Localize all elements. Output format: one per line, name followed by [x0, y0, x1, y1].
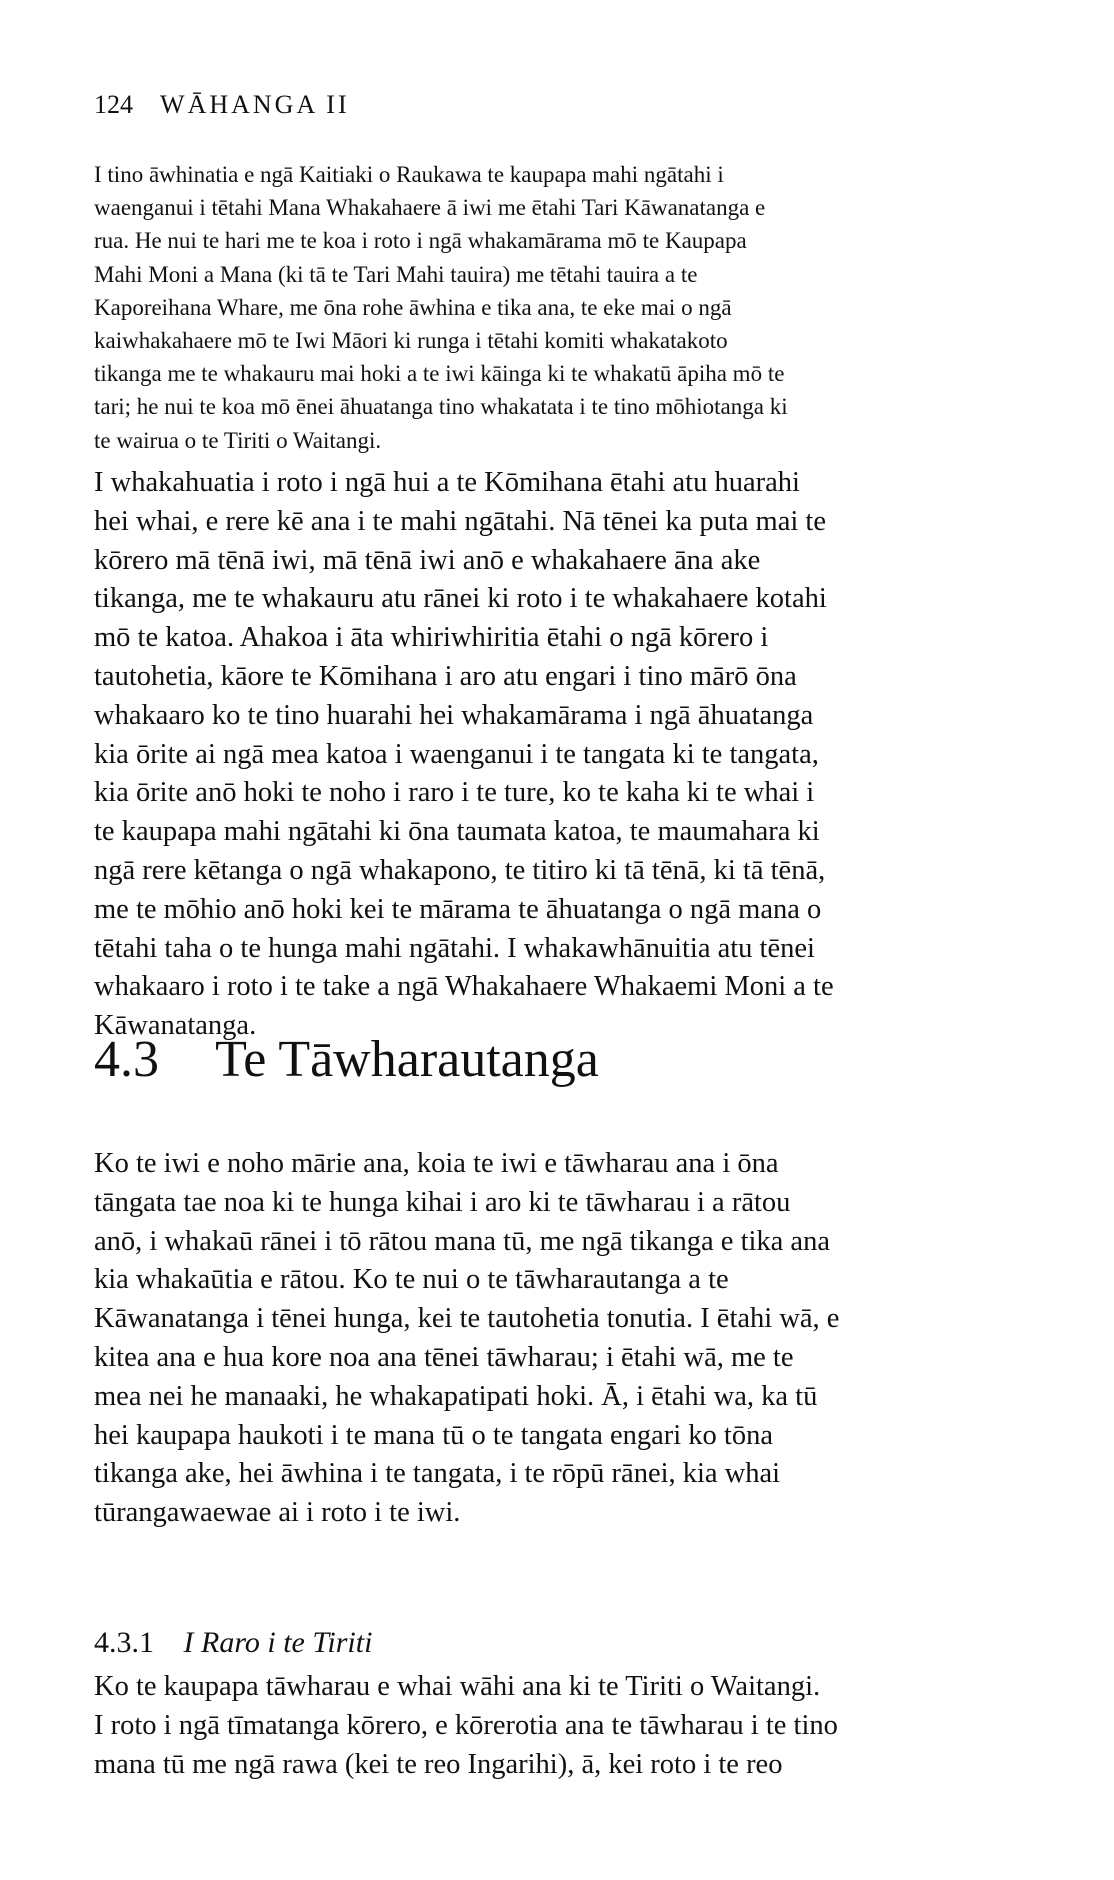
text-line: kōrero mā tēnā iwi, mā tēnā iwi anō e whakahaere āna ake: [94, 544, 761, 576]
quote-line: Mahi Moni a Mana (ki tā te Tari Mahi tauira) me tētahi tauira a te: [94, 261, 698, 287]
section-heading: [94, 1030, 599, 1089]
text-line: hei kaupapa haukoti i te mana tū o te tangata engari ko tōna: [94, 1419, 774, 1451]
text-line: I whakahuatia i roto i ngā hui a te Kōmihana ētahi atu huarahi: [94, 467, 800, 498]
page-number: 124: [94, 90, 133, 119]
text-line: mea nei he manaaki, he whakapatipati hoki. Ā, i ētahi wa, ka tū: [94, 1380, 818, 1412]
quote-line: tikanga me te whakauru mai hoki a te iwi kāinga ki te whakatū āpiha mō te: [94, 361, 785, 387]
running-head: [94, 90, 350, 120]
subsection-heading: [94, 1626, 372, 1660]
text-line: tautohetia, kāore te Kōmihana i aro atu engari i tino mārō ōna: [94, 660, 797, 692]
text-line: I roto i ngā tīmatanga kōrero, e kōrerotia ana te tāwharau i te tino: [94, 1709, 838, 1741]
text-line: Ko te kaupapa tāwharau e whai wāhi ana ki te Tiriti o Waitangi.: [94, 1671, 821, 1702]
subsection-number: 4.3.1: [94, 1626, 154, 1659]
text-line: mō te katoa. Ahakoa i āta whiriwhiritia ētahi o ngā kōrero i: [94, 622, 769, 654]
quote-line: waenganui i tētahi Mana Whakahaere ā iwi me ētahi Tari Kāwanatanga e: [94, 195, 766, 221]
subsection-title: I Raro i te Tiriti: [183, 1626, 373, 1659]
text-line: tētahi taha o te hunga mahi ngātahi. I whakawhānuitia atu tēnei: [94, 932, 815, 964]
text-line: anō, i whakaū rānei i tō rātou mana tū, me ngā tikanga e tika ana: [94, 1225, 830, 1257]
quote-line: kaiwhakahaere mō te Iwi Māori ki runga i tētahi komiti whakatakoto: [94, 328, 728, 354]
text-line: kia ōrite ai ngā mea katoa i waenganui i te tangata ki te tangata,: [94, 738, 819, 770]
text-line: tāngata tae noa ki te hunga kihai i aro ki te tāwharau i a rātou: [94, 1186, 791, 1218]
text-line: ngā rere kētanga o ngā whakapono, te titiro ki tā tēnā, ki tā tēnā,: [94, 854, 826, 886]
text-line: kitea ana e hua kore noa ana tēnei tāwharau; i ētahi wā, me te: [94, 1341, 794, 1373]
text-line: kia whakaūtia e rātou. Ko te nui o te tāwharautanga a te: [94, 1264, 729, 1296]
paragraph-3: [94, 1668, 1006, 1784]
text-line: whakaaro i roto i te take a ngā Whakahaere Whakaemi Moni a te: [94, 971, 834, 1003]
quote-line: Kaporeihana Whare, me ōna rohe āwhina e tika ana, te eke mai o ngā: [94, 294, 732, 320]
text-line: tikanga ake, hei āwhina i te tangata, i te rōpū rānei, kia whai: [94, 1458, 781, 1490]
section-title: Te Tāwharautanga: [215, 1031, 599, 1088]
text-line: mana tū me ngā rawa (kei te reo Ingarihi), ā, kei roto i te reo: [94, 1748, 783, 1780]
text-line: tikanga, me te whakauru atu rānei ki roto i te whakahaere kotahi: [94, 583, 827, 615]
text-line: whakaaro ko te tino huarahi hei whakamārama i ngā āhuatanga: [94, 699, 814, 731]
quote-line: I tino āwhinatia e ngā Kaitiaki o Raukawa te kaupapa mahi ngātahi i: [94, 162, 724, 187]
text-line: Kāwanatanga.: [94, 1010, 257, 1042]
quote-line: tari; he nui te koa mō ēnei āhuatanga tino whakatata i te tino mōhiotanga ki: [94, 394, 788, 420]
running-title: WĀHANGA II: [160, 90, 350, 119]
text-line: Ko te iwi e noho mārie ana, koia te iwi e tāwharau ana i ōna: [94, 1148, 779, 1179]
quote-line: rua. He nui te hari me te koa i roto i ngā whakamārama mō te Kaupapa: [94, 228, 747, 254]
text-line: tūrangawaewae ai i roto i te iwi.: [94, 1497, 461, 1529]
section-number: 4.3: [94, 1031, 159, 1088]
quote-block: [94, 158, 1000, 457]
text-line: me te mōhio anō hoki kei te mārama te āhuatanga o ngā mana o: [94, 893, 822, 925]
text-line: hei whai, e rere kē ana i te mahi ngātahi. Nā tēnei ka puta mai te: [94, 505, 826, 537]
paragraph-1: [94, 464, 1006, 1046]
paragraph-2: [94, 1145, 1006, 1533]
text-line: kia ōrite anō hoki te noho i raro i te ture, ko te kaha ki te whai i: [94, 777, 815, 809]
text-line: te kaupapa mahi ngātahi ki ōna taumata katoa, te maumahara ki: [94, 816, 820, 848]
text-line: Kāwanatanga i tēnei hunga, kei te tautohetia tonutia. I ētahi wā, e: [94, 1303, 840, 1335]
quote-line: te wairua o te Tiriti o Waitangi.: [94, 427, 382, 453]
